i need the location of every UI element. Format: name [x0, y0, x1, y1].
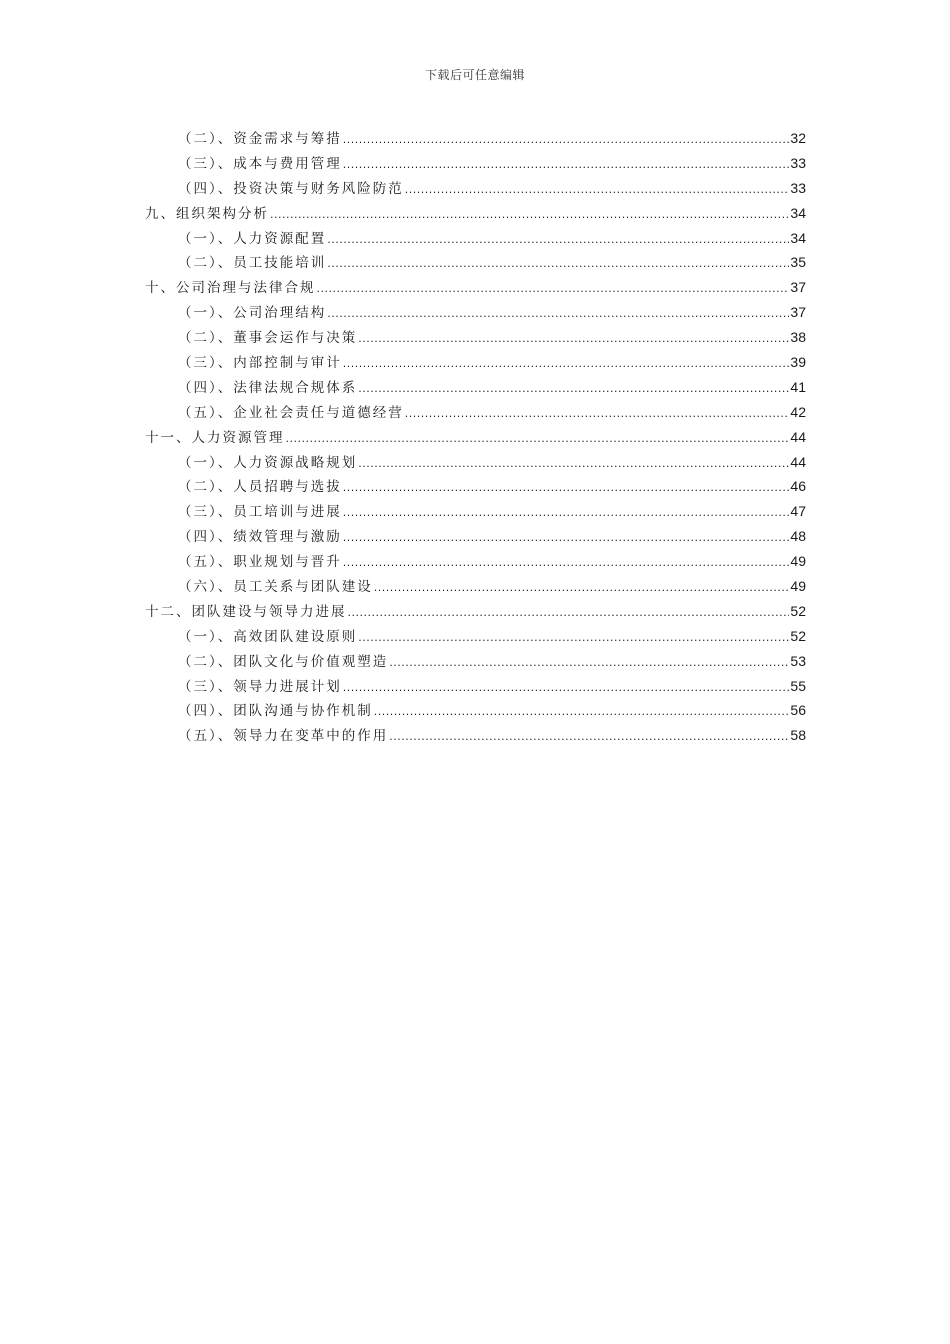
toc-entry-title: （三）、员工培训与进展: [178, 504, 342, 521]
toc-entry-title: （四）、法律法规合规体系: [178, 379, 358, 396]
toc-dot-leader: [389, 725, 789, 750]
toc-entry-title: （二）、资金需求与筹措: [178, 131, 342, 147]
toc-dot-leader: [389, 651, 789, 676]
toc-dot-leader: [358, 327, 789, 352]
toc-entry-title: （三）、领导力进展计划: [178, 678, 342, 695]
toc-page-number: 58: [790, 727, 806, 744]
toc-section-entry[interactable]: [145, 300, 806, 325]
toc-dot-leader: [286, 427, 790, 452]
toc-page-number: 33: [790, 179, 806, 196]
toc-section-entry[interactable]: [145, 350, 806, 375]
toc-entry-title: （二）、人员招聘与选拔: [178, 479, 342, 496]
toc-chapter-entry[interactable]: [145, 599, 806, 624]
toc-section-entry[interactable]: [145, 126, 806, 151]
toc-dot-leader: [348, 601, 790, 626]
toc-page-number: 52: [790, 627, 806, 644]
toc-dot-leader: [405, 402, 790, 427]
toc-section-entry[interactable]: [145, 226, 806, 251]
toc-dot-leader: [343, 128, 790, 153]
toc-section-entry[interactable]: [145, 375, 806, 400]
toc-entry-title: （四）、投资决策与财务风险防范: [178, 180, 404, 197]
toc-page-number: 56: [790, 702, 806, 719]
toc-page-number: 44: [790, 453, 806, 470]
toc-page-number: 37: [790, 304, 806, 321]
toc-dot-leader: [327, 302, 789, 327]
toc-chapter-entry[interactable]: [145, 275, 806, 300]
toc-section-entry[interactable]: [145, 624, 806, 649]
toc-section-entry[interactable]: [145, 176, 806, 201]
toc-entry-title: （五）、领导力在变革中的作用: [178, 728, 389, 745]
toc-dot-leader: [343, 551, 790, 576]
toc-page-number: 49: [790, 553, 806, 570]
toc-entry-title: （六）、员工关系与团队建设: [178, 579, 373, 596]
toc-page-number: 34: [790, 204, 806, 221]
toc-dot-leader: [343, 352, 790, 377]
toc-dot-leader: [343, 153, 790, 178]
toc-entry-title: （二）、员工技能培训: [178, 255, 327, 272]
toc-entry-title: （一）、人力资源配置: [178, 230, 327, 247]
toc-entry-title: 九、组织架构分析: [145, 205, 269, 222]
toc-chapter-entry[interactable]: [145, 425, 806, 450]
toc-section-entry[interactable]: [145, 723, 806, 748]
toc-page-number: 44: [790, 428, 806, 445]
table-of-contents: [145, 126, 806, 748]
toc-page-number: 35: [790, 254, 806, 271]
toc-dot-leader: [327, 252, 789, 277]
toc-entry-title: （一）、高效团队建设原则: [178, 628, 358, 645]
toc-entry-title: （四）、绩效管理与激励: [178, 529, 342, 546]
toc-entry-title: （二）、董事会运作与决策: [178, 330, 358, 347]
toc-section-entry[interactable]: [145, 674, 806, 699]
toc-dot-leader: [317, 277, 790, 302]
toc-section-entry[interactable]: [145, 151, 806, 176]
toc-dot-leader: [343, 501, 790, 526]
toc-page-number: 52: [790, 602, 806, 619]
toc-dot-leader: [374, 576, 790, 601]
toc-page-number: 33: [790, 154, 806, 171]
toc-page-number: 34: [790, 229, 806, 246]
toc-section-entry[interactable]: [145, 549, 806, 574]
toc-page-number: 41: [790, 378, 806, 395]
toc-entry-title: （一）、公司治理结构: [178, 305, 327, 322]
toc-entry-title: （三）、内部控制与审计: [178, 355, 342, 372]
toc-section-entry[interactable]: [145, 524, 806, 549]
toc-page-number: 39: [790, 354, 806, 371]
toc-entry-title: 十、公司治理与法律合规: [145, 280, 316, 297]
toc-dot-leader: [270, 203, 789, 228]
toc-page-number: 42: [790, 403, 806, 420]
toc-page-number: 55: [790, 677, 806, 694]
toc-section-entry[interactable]: [145, 698, 806, 723]
toc-page-number: 53: [790, 652, 806, 669]
toc-entry-title: 十二、团队建设与领导力进展: [145, 603, 347, 620]
toc-entry-title: （四）、团队沟通与协作机制: [178, 703, 373, 720]
toc-entry-title: （一）、人力资源战略规划: [178, 454, 358, 471]
toc-section-entry[interactable]: [145, 474, 806, 499]
toc-entry-title: 十一、人力资源管理: [145, 429, 285, 446]
toc-entry-title: （二）、团队文化与价值观塑造: [178, 653, 389, 670]
toc-section-entry[interactable]: [145, 325, 806, 350]
toc-dot-leader: [358, 452, 789, 477]
toc-page-number: 46: [790, 478, 806, 495]
toc-page-number: 47: [790, 503, 806, 520]
toc-entry-title: （五）、职业规划与晋升: [178, 554, 342, 571]
toc-section-entry[interactable]: [145, 400, 806, 425]
toc-section-entry[interactable]: [145, 574, 806, 599]
toc-section-entry[interactable]: [145, 450, 806, 475]
toc-page-number: 32: [790, 130, 806, 146]
toc-chapter-entry[interactable]: [145, 201, 806, 226]
toc-entry-title: （三）、成本与费用管理: [178, 155, 342, 172]
toc-page-number: 48: [790, 528, 806, 545]
toc-dot-leader: [405, 178, 790, 203]
toc-dot-leader: [374, 700, 790, 725]
toc-page-number: 37: [790, 279, 806, 296]
toc-section-entry[interactable]: [145, 649, 806, 674]
toc-dot-leader: [343, 676, 790, 701]
toc-dot-leader: [358, 626, 789, 651]
page-header: 下载后可任意编辑: [424, 68, 525, 82]
toc-dot-leader: [327, 228, 789, 253]
toc-entry-title: （五）、企业社会责任与道德经营: [178, 404, 404, 421]
toc-dot-leader: [343, 476, 790, 501]
toc-dot-leader: [343, 526, 790, 551]
toc-section-entry[interactable]: [145, 499, 806, 524]
toc-page-number: 49: [790, 578, 806, 595]
toc-page-number: 38: [790, 329, 806, 346]
toc-section-entry[interactable]: [145, 250, 806, 275]
toc-dot-leader: [358, 377, 789, 402]
